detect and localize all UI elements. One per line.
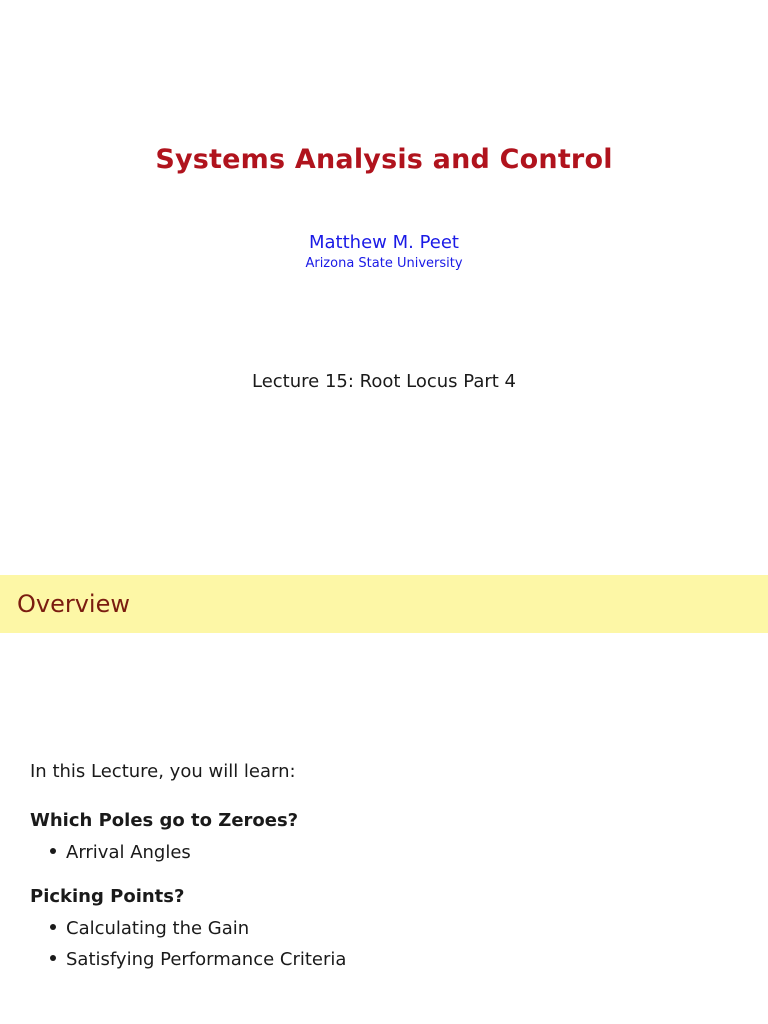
bullet-text: Satisfying Performance Criteria (66, 949, 347, 970)
lecture-subtitle: Lecture 15: Root Locus Part 4 (252, 371, 516, 392)
bullet-item (50, 949, 346, 970)
bullet-dot-icon (50, 848, 56, 854)
slide-title: Systems Analysis and Control (155, 144, 613, 175)
bullet-item (50, 842, 191, 863)
author-institution: Arizona State University (305, 256, 463, 271)
bullet-dot-icon (50, 955, 56, 961)
bullet-text: Calculating the Gain (66, 918, 250, 939)
section-heading-poles: Which Poles go to Zeroes? (30, 810, 299, 831)
overview-heading: Overview (17, 590, 130, 618)
bullet-item (50, 918, 249, 939)
bullet-text: Arrival Angles (66, 842, 191, 863)
bullet-dot-icon (50, 924, 56, 930)
overview-intro: In this Lecture, you will learn: (30, 761, 296, 782)
author-name: Matthew M. Peet (309, 232, 459, 253)
section-heading-picking: Picking Points? (30, 886, 185, 907)
